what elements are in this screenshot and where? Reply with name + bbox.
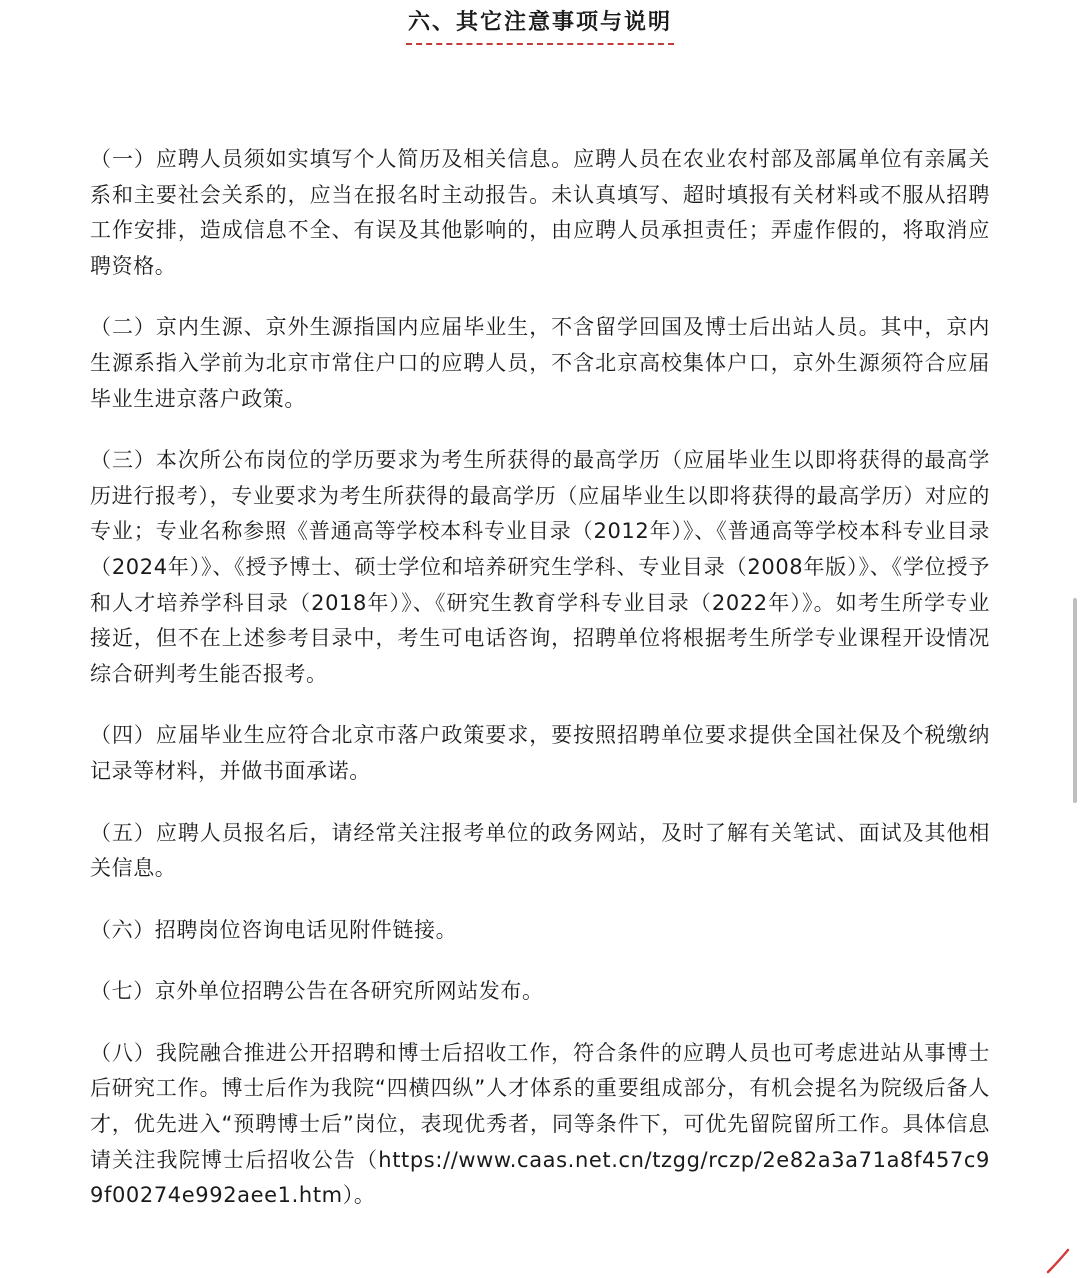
paragraph-8-suffix: ）。 <box>342 1183 376 1208</box>
section-title-text: 六、其它注意事项与说明 <box>406 6 674 45</box>
paragraph-5: （五）应聘人员报名后，请经常关注报考单位的政务网站，及时了解有关笔试、面试及其他相关信息。 <box>90 820 990 881</box>
paragraph-7: （七）京外单位招聘公告在各研究所网站发布。 <box>90 979 544 1004</box>
paragraph-8-text: （八）我院融合推进公开招聘和博士后招收工作，符合条件的应聘人员也可考虑进站从事博士后研究工作。博士后作为我院“四横四纵”人才体系的重要组成部分，有机会提名为院级后备人才，优先进入“预聘博士后”岗位，表现优秀者，同等条件下，可优先留院留所工作。具体信息请关注我院博士后招收公告（ <box>90 1040 990 1172</box>
paragraph-3: （三）本次所公布岗位的学历要求为考生所获得的最高学历（应届毕业生以即将获得的最高学历进行报考），专业要求为考生所获得的最高学历（应届毕业生以即将获得的最高学历）对应的专业；专业名称参照《普通高等学校本科专业目录（2012年）》、《普通高等学校本科专业目录（2024年）》、《授予博士、硕士学位和培养研究生学科、专业目录（2008年版）》、《学位授予和人才培养学科目录（2018年）》、《研究生教育学科专业目录（2022年）》。如考生所学专业接近，但不在上述参考目录中，考生可电话咨询，招聘单位将根据考生所学专业课程开设情况综合研判考生能否报考。 <box>90 448 990 686</box>
paragraph-2: （二）京内生源、京外生源指国内应届毕业生，不含留学回国及博士后出站人员。其中，京内生源系指入学前为北京市常住户口的应聘人员，不含北京高校集体户口，京外生源须符合应届毕业生进京落户政策。 <box>90 315 990 411</box>
vertical-scrollbar[interactable] <box>1073 598 1077 803</box>
paragraph-8 <box>90 1036 990 1214</box>
notice-body <box>90 142 990 1240</box>
section-title <box>0 6 1080 45</box>
paragraph-4: （四）应届毕业生应符合北京市落户政策要求，要按照招聘单位要求提供全国社保及个税缴纳记录等材料，并做书面承诺。 <box>90 723 990 783</box>
postdoc-notice-link[interactable]: https://www.caas.net.cn/tzgg/rczp/2e82a3a71a8f457c99f00274e992aee1.htm <box>90 1147 990 1208</box>
paragraph-6: （六）招聘岗位咨询电话见附件链接。 <box>90 917 458 942</box>
paragraph-1: （一）应聘人员须如实填写个人简历及相关信息。应聘人员在农业农村部及部属单位有亲属关系和主要社会关系的，应当在报名时主动报告。未认真填写、超时填报有关材料或不服从招聘工作安排，造成信息不全、有误及其他影响的，由应聘人员承担责任；弄虚作假的，将取消应聘资格。 <box>90 147 990 278</box>
pen-stroke-icon <box>1012 1244 1072 1274</box>
